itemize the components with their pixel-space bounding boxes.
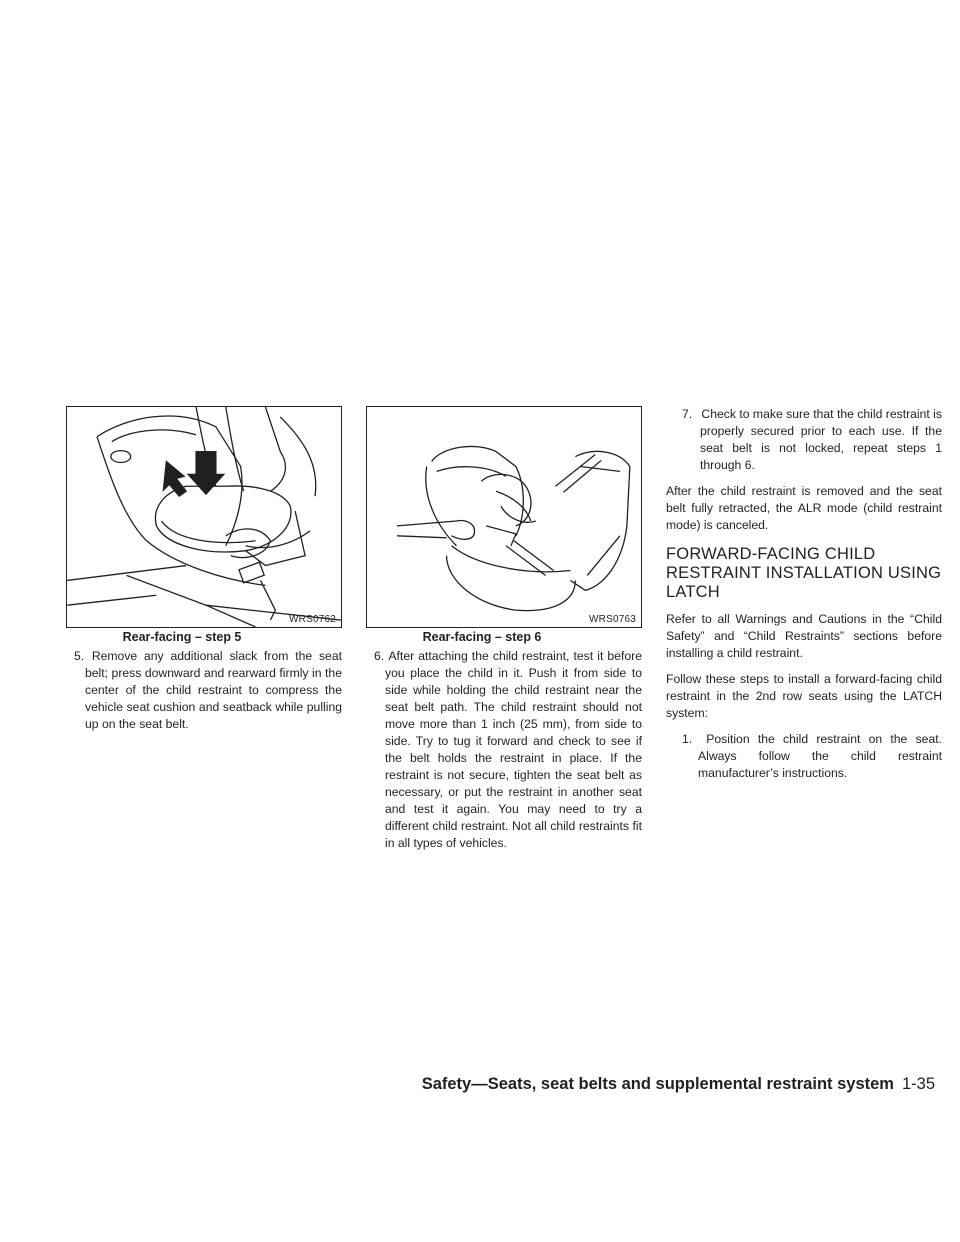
step-7 xyxy=(666,406,942,474)
rear-facing-step5-illustration xyxy=(67,407,341,627)
column-right xyxy=(666,406,942,782)
figure-rear-facing-step-6 xyxy=(366,406,642,628)
column-middle xyxy=(366,406,642,852)
step-number: 7. xyxy=(682,407,693,421)
step-number: 1. xyxy=(682,732,693,746)
step-5 xyxy=(66,648,342,733)
page-footer xyxy=(0,1075,935,1094)
rear-facing-step6-illustration xyxy=(367,407,641,627)
section-heading: FORWARD-FACING CHILD RESTRAINT INSTALLATION USING LATCH xyxy=(666,545,942,601)
step-text: After attaching the child restraint, test it before you place the child in it. Push it from side to side while holding the child restraint near the seat belt path. The child restraint should not move more than 1 inch (25 mm), from side to side. Try to tug it forward and check to see if the belt holds the restraint in place. If the restraint is not secure, tighten the seat belt as necessary, or put the restraint in another seat and test it again. You may need to try a different child restraint. Not all child restraints fit in all types of vehicles. xyxy=(385,649,642,850)
figure-code: WRS0763 xyxy=(589,614,636,625)
step-number: 5. xyxy=(74,649,85,663)
figure-rear-facing-step-5 xyxy=(66,406,342,628)
column-left xyxy=(66,406,342,733)
step-text: Check to make sure that the child restraint is properly secured prior to each use. If the seat belt is not locked, repeat steps 1 through 6. xyxy=(700,407,942,472)
page-number: 1-35 xyxy=(901,1075,935,1093)
figure-caption: Rear-facing – step 6 xyxy=(422,630,542,644)
figure-code: WRS0762 xyxy=(289,614,336,625)
chapter-title: Safety—Seats, seat belts and supplemental restraint system xyxy=(421,1075,894,1093)
figure-caption: Rear-facing – step 5 xyxy=(122,630,242,644)
step-text: Position the child restraint on the seat. Always follow the child restraint manufacturer’s instructions. xyxy=(698,732,942,780)
after-removal-paragraph: After the child restraint is removed and the seat belt fully retracted, the ALR mode (child restraint mode) is canceled. xyxy=(666,484,942,532)
step-text: Remove any additional slack from the seat belt; press downward and rearward firmly in the center of the child restraint to compress the vehicle seat cushion and seatback while pulling up on the seat belt. xyxy=(85,649,342,731)
step-number: 6. xyxy=(374,649,385,663)
step-6 xyxy=(366,648,642,852)
intro-warning-paragraph: Refer to all Warnings and Cautions in the “Child Safety” and “Child Restraints” sections before installing a child restraint. xyxy=(666,612,942,660)
intro-steps-paragraph: Follow these steps to install a forward-facing child restraint in the 2nd row seats using the LATCH system: xyxy=(666,672,942,720)
latch-step-1 xyxy=(666,731,942,782)
